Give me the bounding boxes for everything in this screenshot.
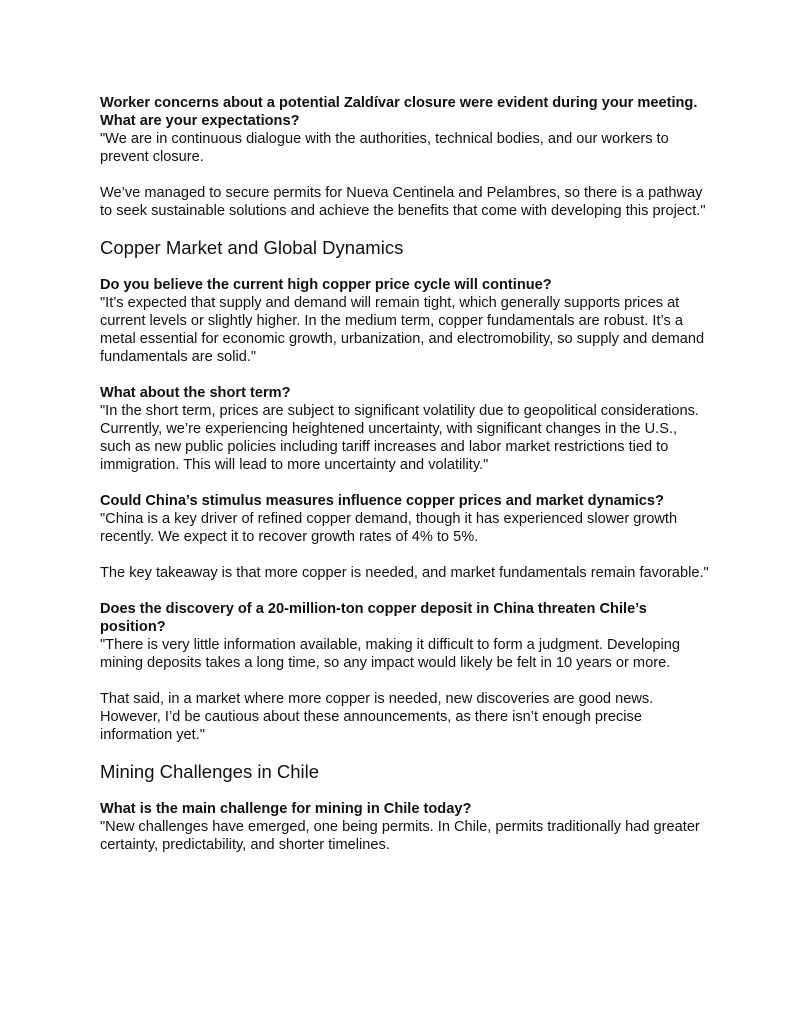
question-china-stimulus: Could China’s stimulus measures influence copper prices and market dynamics? (100, 493, 664, 509)
question-china-deposit: Does the discovery of a 20-million-ton copper deposit in China threaten Chile’s position? (100, 601, 647, 635)
answer-china-stimulus-2: The key takeaway is that more copper is needed, and market fundamentals remain favorable." (100, 565, 709, 581)
document-page (100, 94, 710, 854)
paragraph-gap (100, 166, 710, 184)
answer-zaldivar-1: "We are in continuous dialogue with the authorities, technical bodies, and our workers to prevent closure. (100, 131, 669, 165)
answer-short-term: "In the short term, prices are subject to significant volatility due to geopolitical considerations. Currently, we’re experiencing heightened uncertainty, with significant changes in the U.S., such as new public policies including tariff increases and labor market restrictions tied to immigration. This will lead to more uncertainty and volatility." (100, 403, 699, 473)
question-price-cycle: Do you believe the current high copper price cycle will continue? (100, 277, 552, 293)
paragraph-gap (100, 582, 710, 600)
answer-china-deposit-2: That said, in a market where more copper is needed, new discoveries are good news. However, I’d be cautious about these announcements, as there isn’t enough precise information yet." (100, 691, 654, 743)
paragraph-gap (100, 474, 710, 492)
answer-main-challenge: "New challenges have emerged, one being permits. In Chile, permits traditionally had greater certainty, predictability, and shorter timelines. (100, 819, 700, 853)
paragraph-gap (100, 366, 710, 384)
answer-price-cycle: "It’s expected that supply and demand will remain tight, which generally supports prices at current levels or slightly higher. In the medium term, copper fundamentals are robust. It’s a metal essential for economic growth, urbanization, and electromobility, so supply and demand fundamentals are solid." (100, 295, 705, 365)
section-heading-copper-market: Copper Market and Global Dynamics (100, 237, 404, 258)
question-main-challenge: What is the main challenge for mining in Chile today? (100, 801, 472, 817)
question-short-term: What about the short term? (100, 385, 291, 401)
question-zaldivar: Worker concerns about a potential Zaldívar closure were evident during your meeting. What are your expectations? (100, 95, 698, 129)
section-heading-mining-challenges: Mining Challenges in Chile (100, 761, 320, 782)
paragraph-gap (100, 546, 710, 564)
answer-china-stimulus-1: "China is a key driver of refined copper demand, though it has experienced slower growth recently. We expect it to recover growth rates of 4% to 5%. (100, 511, 678, 545)
answer-china-deposit-1: "There is very little information available, making it difficult to form a judgment. Developing mining deposits takes a long time, so any impact would likely be felt in 10 years or more. (100, 637, 681, 671)
answer-zaldivar-2: We’ve managed to secure permits for Nueva Centinela and Pelambres, so there is a pathway to seek sustainable solutions and achieve the benefits that come with developing this project." (100, 185, 706, 219)
paragraph-gap (100, 672, 710, 690)
